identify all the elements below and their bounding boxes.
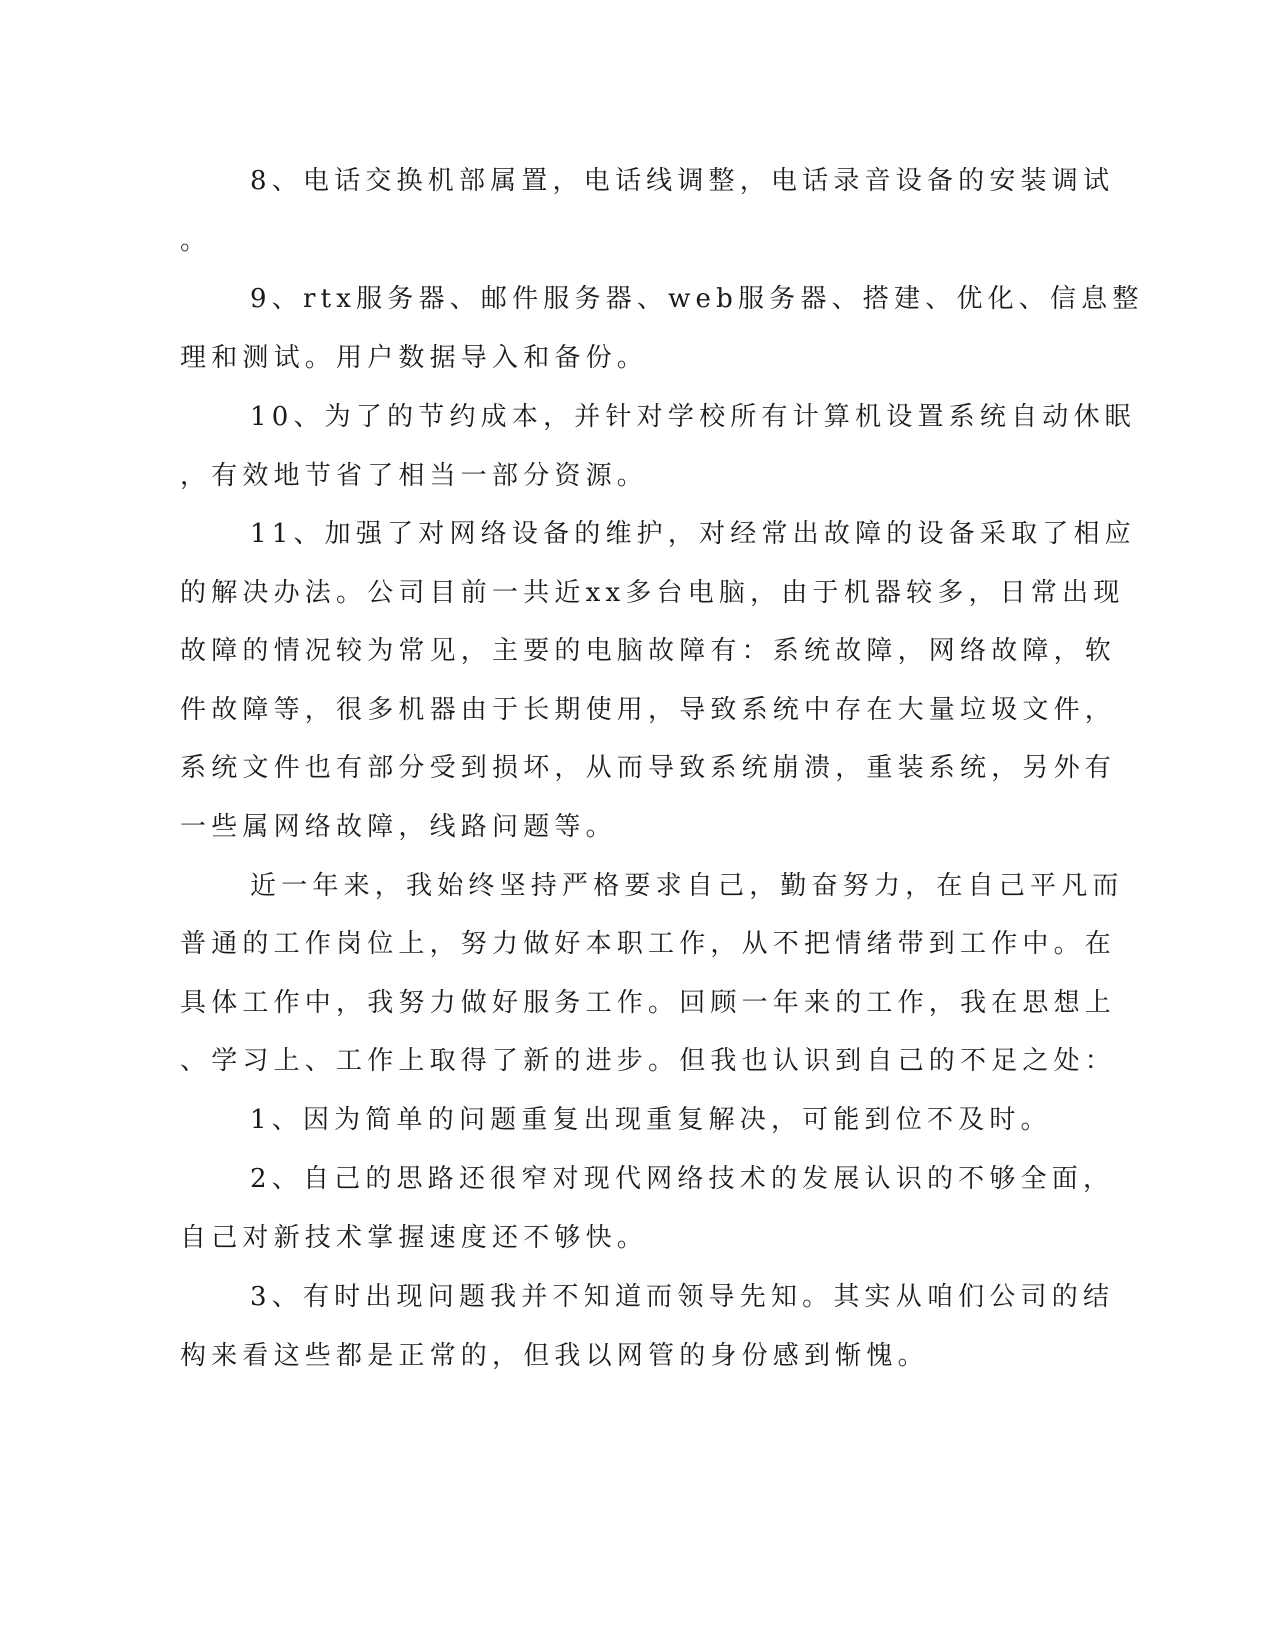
- text-line: 自己对新技术掌握速度还不够快。: [180, 1223, 649, 1253]
- text-line: 10、为了的节约成本，并针对学校所有计算机设置系统自动休眠: [250, 402, 1136, 432]
- text-line: 8、电话交换机部属置，电话线调整，电话录音设备的安装调试: [250, 166, 1115, 196]
- text-line: 2、自己的思路还很窄对现代网络技术的发展认识的不够全面，: [250, 1164, 1115, 1194]
- text-line: 一些属网络故障，线路问题等。: [180, 812, 617, 842]
- text-line: 普通的工作岗位上，努力做好本职工作，从不把情绪带到工作中。在: [180, 929, 1117, 959]
- text-line: 。: [180, 226, 212, 256]
- text-line: 构来看这些都是正常的，但我以网管的身份感到惭愧。: [180, 1341, 929, 1371]
- text-line: 3、有时出现问题我并不知道而领导先知。其实从咱们公司的结: [250, 1282, 1115, 1312]
- text-line: 件故障等，很多机器由于长期使用，导致系统中存在大量垃圾文件，: [180, 695, 1117, 725]
- text-line: 的解决办法。公司目前一共近xx多台电脑，由于机器较多，日常出现: [180, 578, 1125, 608]
- text-line: 近一年来，我始终坚持严格要求自己，勤奋努力，在自己平凡而: [250, 871, 1124, 901]
- text-line: ，有效地节省了相当一部分资源。: [180, 461, 649, 491]
- text-line: 、学习上、工作上取得了新的进步。但我也认识到自己的不足之处：: [180, 1046, 1117, 1076]
- text-line: 故障的情况较为常见，主要的电脑故障有：系统故障，网络故障，软: [180, 636, 1117, 666]
- text-line: 具体工作中，我努力做好服务工作。回顾一年来的工作，我在思想上: [180, 988, 1117, 1018]
- text-line: 系统文件也有部分受到损坏，从而导致系统崩溃，重装系统，另外有: [180, 753, 1117, 783]
- text-line: 11、加强了对网络设备的维护，对经常出故障的设备采取了相应: [250, 519, 1136, 549]
- text-line: 理和测试。用户数据导入和备份。: [180, 343, 649, 373]
- text-line: 1、因为简单的问题重复出现重复解决，可能到位不及时。: [250, 1105, 1052, 1135]
- text-line: 9、rtx服务器、邮件服务器、web服务器、搭建、优化、信息整: [250, 284, 1144, 314]
